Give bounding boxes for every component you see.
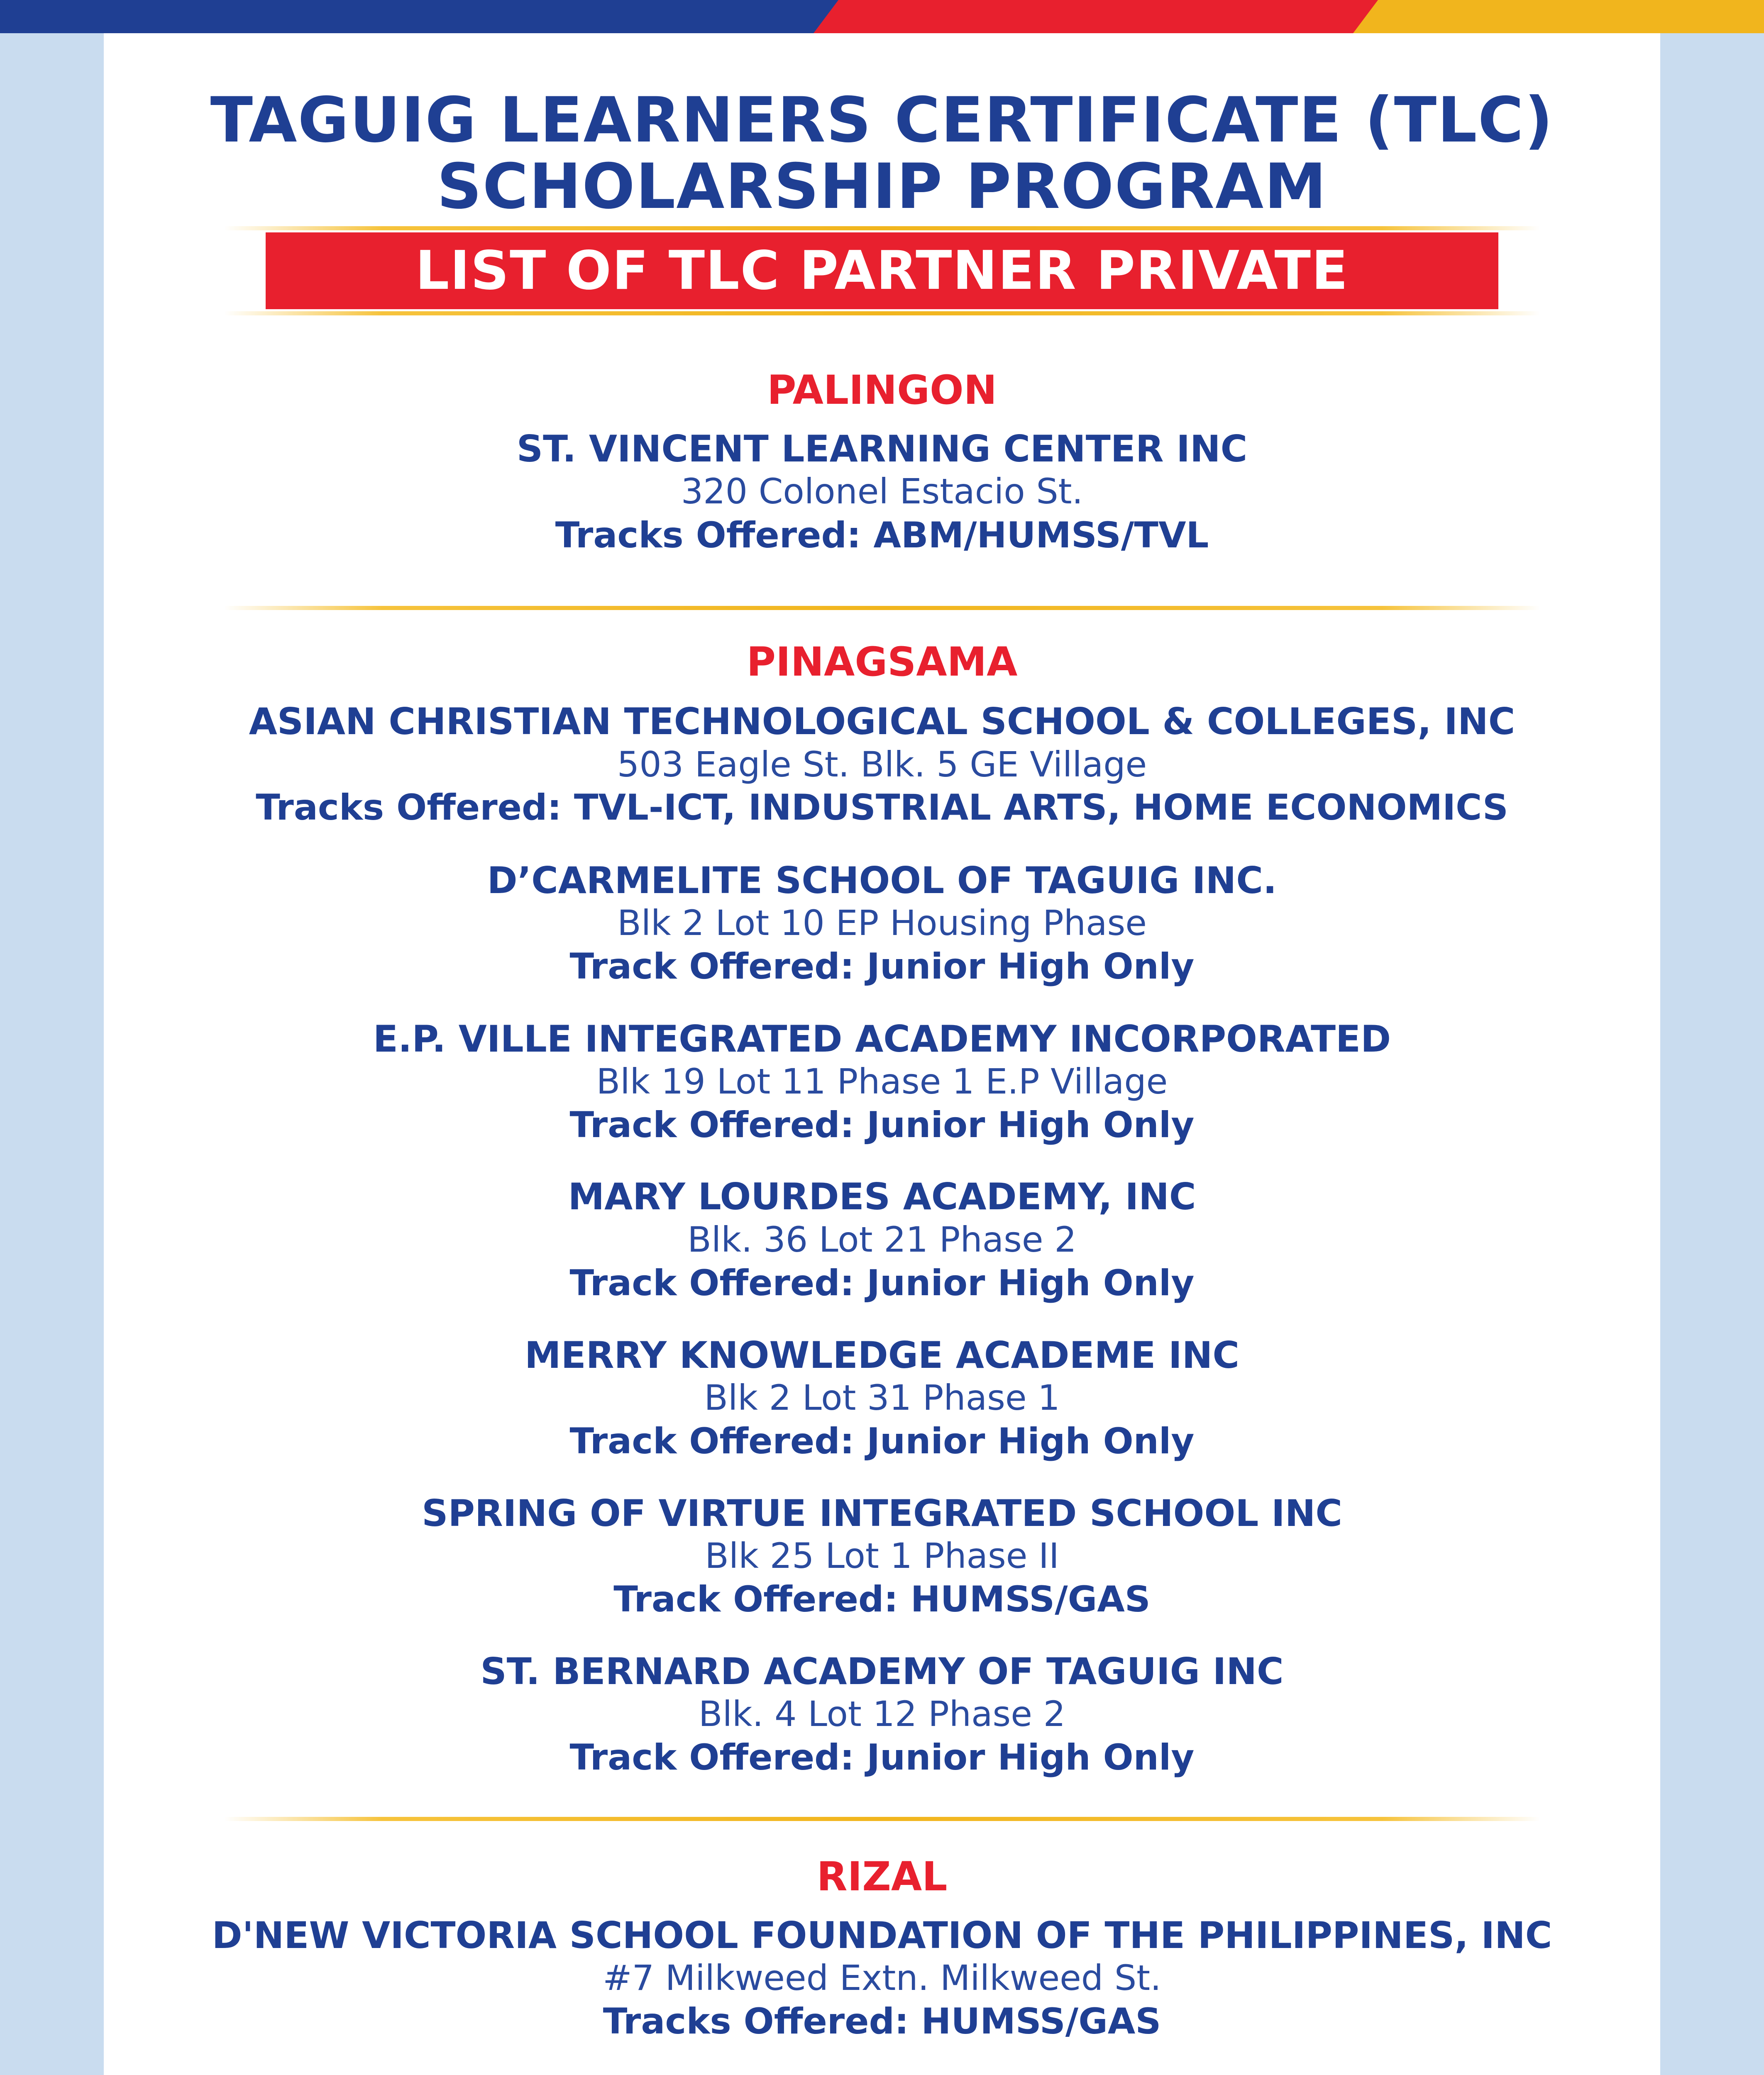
school-tracks: Track Offered: Junior High Only [569,1104,1195,1146]
divider [224,606,1540,610]
school-address: Blk. 4 Lot 12 Phase 2 [698,1694,1066,1734]
school-name: ST. VINCENT LEARNING CENTER INC [516,427,1248,470]
school-tracks: Track Offered: Junior High Only [569,1737,1195,1778]
page-title-line2: SCHOLARSHIP PROGRAM [437,151,1327,223]
page-title-line1: TAGUIG LEARNERS CERTIFICATE (TLC) [210,84,1554,156]
divider [224,1817,1540,1821]
school-name: ASIAN CHRISTIAN TECHNOLOGICAL SCHOOL & COLLEGES, INC [249,700,1515,743]
school-name: MERRY KNOWLEDGE ACADEME INC [525,1334,1239,1377]
school-address: 503 Eagle St. Blk. 5 GE Village [617,744,1147,785]
school-name: ST. BERNARD ACADEMY OF TAGUIG INC [480,1650,1284,1693]
school-address: Blk 25 Lot 1 Phase II [705,1536,1059,1576]
district-heading: PALINGON [767,367,997,413]
school-name: D’CARMELITE SCHOOL OF TAGUIG INC. [487,859,1277,902]
list-banner: LIST OF TLC PARTNER PRIVATE SCHOOLS [266,232,1498,309]
school-name: MARY LOURDES ACADEMY, INC [568,1175,1196,1218]
divider [224,226,1540,230]
district-heading: PINAGSAMA [746,639,1018,685]
school-tracks: Tracks Offered: TVL-ICT, INDUSTRIAL ARTS, HOME ECONOMICS [256,787,1508,828]
school-address: Blk. 36 Lot 21 Phase 2 [687,1219,1077,1260]
school-tracks: Track Offered: Junior High Only [569,1421,1195,1462]
divider [224,311,1540,315]
school-name: E.P. VILLE INTEGRATED ACADEMY INCORPORATED [373,1018,1391,1060]
school-name: D'NEW VICTORIA SCHOOL FOUNDATION OF THE PHILIPPINES, INC [212,1914,1552,1957]
top-color-stripe [0,0,1764,33]
school-address: Blk 19 Lot 11 Phase 1 E.P Village [596,1061,1168,1102]
school-tracks: Tracks Offered: ABM/HUMSS/TVL [555,515,1209,556]
school-tracks: Track Offered: Junior High Only [569,1262,1195,1304]
school-address: #7 Milkweed Extn. Milkweed St. [603,1958,1161,1998]
school-tracks: Track Offered: Junior High Only [569,946,1195,987]
school-address: Blk 2 Lot 31 Phase 1 [704,1377,1060,1418]
school-address: 320 Colonel Estacio St. [681,471,1083,512]
school-tracks: Tracks Offered: HUMSS/GAS [603,2001,1161,2042]
district-heading: RIZAL [816,1853,948,1900]
school-address: Blk 2 Lot 10 EP Housing Phase [617,903,1147,943]
school-name: SPRING OF VIRTUE INTEGRATED SCHOOL INC [422,1492,1342,1535]
school-tracks: Track Offered: HUMSS/GAS [613,1579,1151,1620]
